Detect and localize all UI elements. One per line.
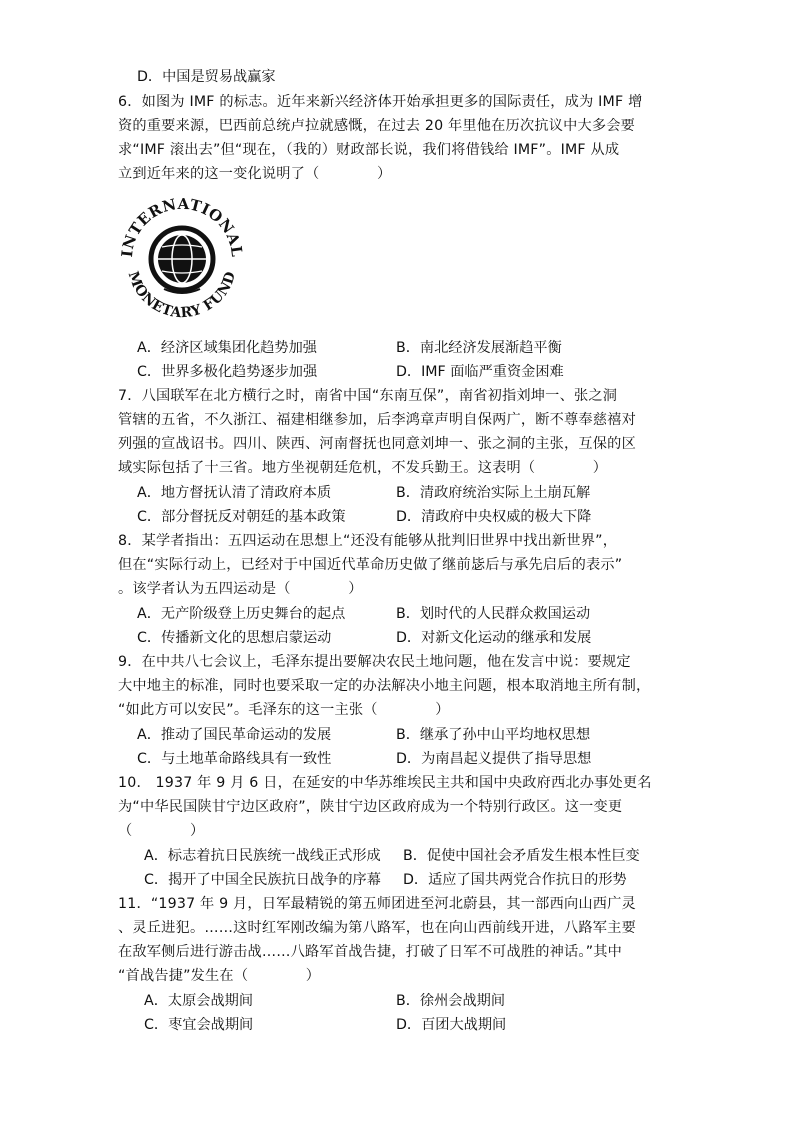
q11-option-a[interactable]: A．太原会战期间 <box>144 993 254 1009</box>
q8-option-b[interactable]: B．划时代的人民群众救国运动 <box>396 606 591 622</box>
q7-option-c[interactable]: C．部分督抚反对朝廷的基本政策 <box>137 509 346 525</box>
q7-stem-line-4: 域实际包括了十三省。地方坐视朝廷危机，不发兵勤王。这表明（ ） <box>118 460 608 476</box>
q9-option-c[interactable]: C．与土地革命路线具有一致性 <box>137 751 332 767</box>
q10-stem-line-1: 10． 1937 年 9 月 6 日，在延安的中华苏维埃民主共和国中央政府西北办事处更名 <box>118 775 652 791</box>
q8-stem-line-3: 。该学者认为五四运动是（ ） <box>118 581 363 597</box>
q6-option-c[interactable]: C．世界多极化趋势逐步加强 <box>137 364 318 380</box>
q8-option-a[interactable]: A．无产阶级登上历史舞台的起点 <box>137 606 346 622</box>
q9-stem-line-3: “如此方可以安民”。毛泽东的这一主张（ ） <box>118 702 450 718</box>
q10-option-c[interactable]: C．揭开了中国全民族抗日战争的序幕 <box>144 872 381 888</box>
q11-stem-line-2: 、灵丘进犯。……这时红军刚改编为第八路军，也在向山西前线开进，八路军主要 <box>118 920 636 936</box>
q11-option-d[interactable]: D．百团大战期间 <box>396 1017 507 1033</box>
q10-stem-line-2: 为“中华民国陕甘宁边区政府”，陕甘宁边区政府成为一个特别行政区。这一变更 <box>118 799 623 815</box>
imf-logo-icon <box>118 193 246 325</box>
q11-stem-line-3: 在敌军侧后进行游击战……八路军首战告捷，打破了日军不可战胜的神话。”其中 <box>118 944 623 960</box>
q6-stem-line-2: 资的重要来源，巴西前总统卢拉就感慨，在过去 20 年里他在历次抗议中大多会要 <box>118 118 636 134</box>
q11-option-b[interactable]: B．徐州会战期间 <box>396 993 506 1009</box>
q10-option-a[interactable]: A．标志着抗日民族统一战线正式形成 <box>144 848 381 864</box>
q7-option-d[interactable]: D．清政府中央权威的极大下降 <box>396 509 592 525</box>
q6-stem-line-1: 6．如图为 IMF 的标志。近年来新兴经济体开始承担更多的国际责任，成为 IMF 增 <box>118 94 643 110</box>
q6-stem-line-4: 立到近年来的这一变化说明了（ ） <box>118 166 392 182</box>
q6-option-b[interactable]: B．南北经济发展渐趋平衡 <box>396 340 562 356</box>
q6-stem-line-3: 求“IMF 滚出去”但“现在，（我的）财政部长说，我们将借钱给 IMF”。IMF 从成 <box>118 142 620 158</box>
q11-option-c[interactable]: C．枣宜会战期间 <box>144 1017 254 1033</box>
q9-stem-line-2: 大中地主的标准，同时也要采取一定的办法解决小地主问题，根本取消地主所有制， <box>118 678 651 694</box>
imf-logo-top-text: INTERNATIONAL <box>118 194 246 259</box>
q7-stem-line-2: 管辖的五省，不久浙江、福建相继参加，后李鸿章声明自保两广，断不尊奉慈禧对 <box>118 412 636 428</box>
q8-option-d[interactable]: D．对新文化运动的继承和发展 <box>396 630 592 646</box>
q11-stem-line-4: “首战告捷”发生在（ ） <box>118 968 321 984</box>
q7-option-b[interactable]: B．清政府统治实际上土崩瓦解 <box>396 485 591 501</box>
q7-option-a[interactable]: A．地方督抚认清了清政府本质 <box>137 485 332 501</box>
q6-option-d[interactable]: D．IMF 面临严重资金困难 <box>396 364 564 380</box>
q8-stem-line-1: 8．某学者指出：五四运动在思想上“还没有能够从批判旧世界中找出新世界”， <box>118 533 618 549</box>
q8-stem-line-2: 但在“实际行动上，已经对于中国近代革命历史做了继前毖后与承先启后的表示” <box>118 557 623 573</box>
q9-stem-line-1: 9．在中共八七会议上，毛泽东提出要解决农民土地问题，他在发言中说：要规定 <box>118 654 631 670</box>
q9-option-b[interactable]: B．继承了孙中山平均地权思想 <box>396 727 591 743</box>
q10-option-b[interactable]: B．促使中国社会矛盾发生根本性巨变 <box>403 848 640 864</box>
q9-option-d[interactable]: D．为南昌起义提供了指导思想 <box>396 751 592 767</box>
q11-stem-line-1: 11．“1937 年 9 月，日军最精锐的第五师团进至河北蔚县，其一部西向山西广灵 <box>118 896 636 912</box>
q10-option-d[interactable]: D．适应了国共两党合作抗日的形势 <box>403 872 627 888</box>
q7-stem-line-1: 7．八国联军在北方横行之时，南省中国“东南互保”，南省初指刘坤一、张之洞 <box>118 388 618 404</box>
q6-option-a[interactable]: A．经济区域集团化趋势加强 <box>137 340 317 356</box>
q9-option-a[interactable]: A．推动了国民革命运动的发展 <box>137 727 332 743</box>
q7-stem-line-3: 列强的宣战诏书。四川、陕西、河南督抚也同意刘坤一、张之洞的主张，互保的区 <box>118 436 636 452</box>
imf-logo-bottom-text: MONETARY FUND <box>124 269 240 322</box>
q10-stem-line-3: （ ） <box>118 823 205 839</box>
q5-option-d[interactable]: D．中国是贸易战赢家 <box>137 69 276 85</box>
q8-option-c[interactable]: C．传播新文化的思想启蒙运动 <box>137 630 332 646</box>
